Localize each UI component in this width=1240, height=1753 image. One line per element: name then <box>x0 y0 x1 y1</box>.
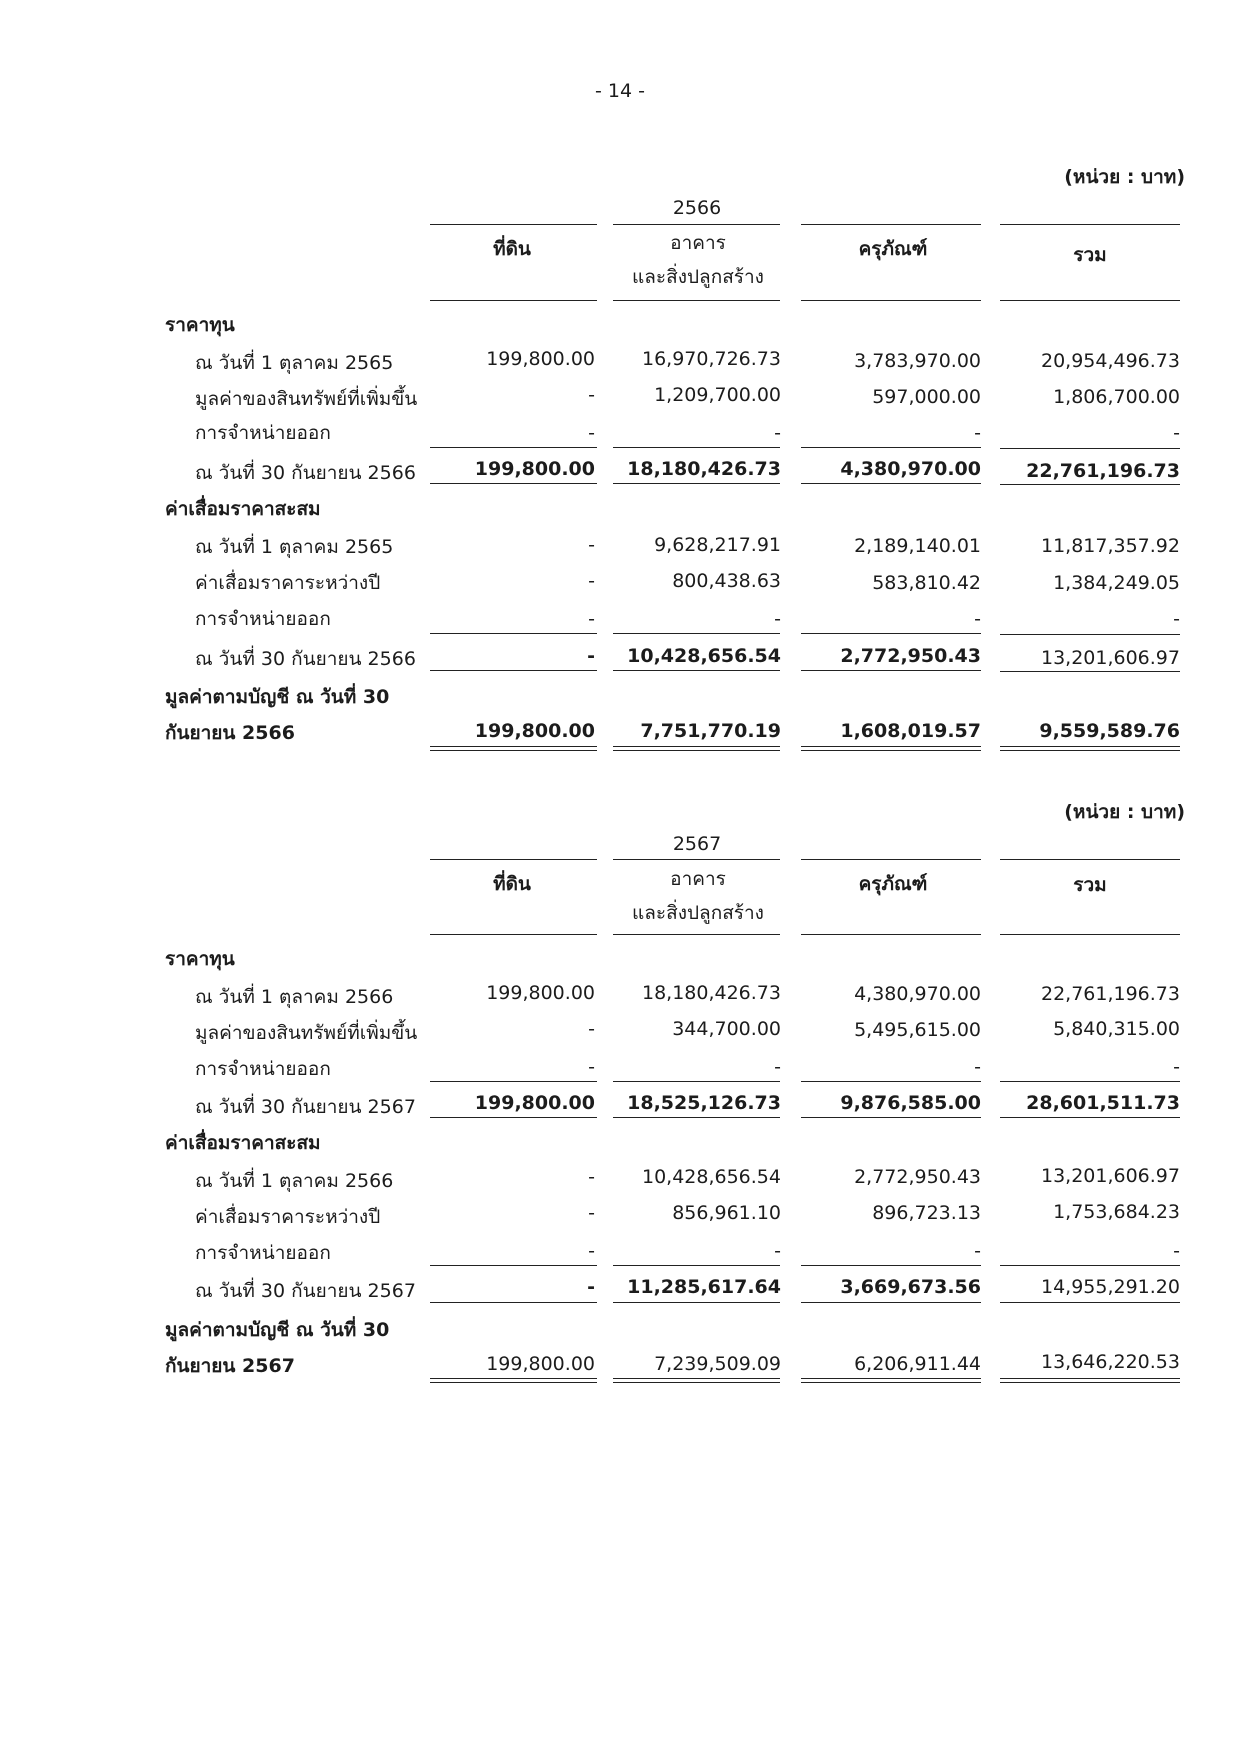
cell-equipment: 583,810.42 <box>872 572 981 594</box>
cell-total: 1,384,249.05 <box>1053 572 1180 594</box>
cell-total: 1,806,700.00 <box>1053 386 1180 408</box>
cell-building: 18,180,426.73 <box>641 982 781 1004</box>
cell-total: 11,817,357.92 <box>1040 535 1180 557</box>
cell-total: 22,761,196.73 <box>1040 983 1180 1005</box>
col-building-line1: อาคาร <box>670 868 726 890</box>
col-equipment: ครุภัณฑ์ <box>858 238 928 260</box>
row-label: ค่าเสื่อมราคาระหว่างปี <box>195 1206 381 1228</box>
cell-building: 800,438.63 <box>672 570 781 592</box>
row-label: ณ วันที่ 30 กันยายน 2567 <box>195 1096 416 1118</box>
row-label: ณ วันที่ 1 ตุลาคม 2566 <box>195 1170 394 1192</box>
col-total: รวม <box>1073 244 1107 266</box>
cell-equipment: - <box>974 1240 981 1262</box>
cell-equipment: 3,669,673.56 <box>840 1276 981 1298</box>
cell-equipment: - <box>974 1056 981 1078</box>
cell-building: 9,628,217.91 <box>654 534 781 556</box>
cell-building: 1,209,700.00 <box>654 384 781 406</box>
row-label: การจำหน่ายออก <box>195 1242 331 1264</box>
year-heading: 2567 <box>672 833 722 855</box>
cell-total: - <box>1173 608 1180 630</box>
cell-building: 16,970,726.73 <box>641 348 781 370</box>
cell-land: - <box>588 534 595 556</box>
cell-equipment: - <box>974 608 981 630</box>
cell-equipment: 2,189,140.01 <box>854 535 981 557</box>
cell-building: - <box>774 422 781 444</box>
col-total: รวม <box>1073 874 1107 896</box>
cell-equipment: 2,772,950.43 <box>854 1166 981 1188</box>
cell-total: 28,601,511.73 <box>1026 1092 1180 1114</box>
cell-total: 9,559,589.76 <box>1039 720 1180 742</box>
cost-heading: ราคาทุน <box>165 948 235 970</box>
cell-equipment: 3,783,970.00 <box>854 350 981 372</box>
year-heading: 2566 <box>672 197 722 219</box>
row-label: ณ วันที่ 30 กันยายน 2566 <box>195 648 416 670</box>
depreciation-heading: ค่าเสื่อมราคาสะสม <box>165 1132 321 1154</box>
cell-land: - <box>588 608 595 630</box>
cell-total: - <box>1173 1240 1180 1262</box>
cell-land: - <box>588 1240 595 1262</box>
cell-land: - <box>588 384 595 406</box>
col-building-line2: และสิ่งปลูกสร้าง <box>632 266 764 288</box>
col-building <box>613 226 783 294</box>
cell-land: - <box>588 1202 595 1224</box>
cell-building: 11,285,617.64 <box>627 1276 781 1298</box>
cell-equipment: - <box>974 422 981 444</box>
nbv-label-line1: มูลค่าตามบัญชี ณ วันที่ 30 <box>165 1319 390 1341</box>
cell-equipment: 9,876,585.00 <box>840 1092 981 1114</box>
row-label: มูลค่าของสินทรัพย์ที่เพิ่มขึ้น <box>195 388 418 410</box>
cell-building: 7,751,770.19 <box>640 720 781 742</box>
nbv-label-line1: มูลค่าตามบัญชี ณ วันที่ 30 <box>165 686 390 708</box>
cell-total: - <box>1173 422 1180 444</box>
page-number: - 14 - <box>595 80 645 102</box>
cell-land: 199,800.00 <box>474 1092 595 1114</box>
cell-total: 14,955,291.20 <box>1040 1276 1180 1298</box>
cell-land: - <box>588 1056 595 1078</box>
cell-total: - <box>1173 1056 1180 1078</box>
cell-land: 199,800.00 <box>486 982 595 1004</box>
cell-equipment: 5,495,615.00 <box>854 1019 981 1041</box>
cell-total: 13,646,220.53 <box>1040 1351 1180 1373</box>
cell-land: 199,800.00 <box>474 458 595 480</box>
cell-land: - <box>588 422 595 444</box>
cell-total: 13,201,606.97 <box>1040 1165 1180 1187</box>
cell-building: - <box>774 1056 781 1078</box>
cell-building: 344,700.00 <box>672 1018 781 1040</box>
cell-building: 10,428,656.54 <box>641 1166 781 1188</box>
cell-total: 1,753,684.23 <box>1053 1201 1180 1223</box>
cell-building: 7,239,509.09 <box>654 1353 781 1375</box>
cell-total: 22,761,196.73 <box>1026 460 1180 482</box>
row-label: การจำหน่ายออก <box>195 422 331 444</box>
row-label: ณ วันที่ 1 ตุลาคม 2566 <box>195 986 394 1008</box>
cell-building: - <box>774 608 781 630</box>
unit-label: (หน่วย : บาท) <box>1064 801 1185 823</box>
cell-equipment: 896,723.13 <box>872 1202 981 1224</box>
cell-building: 18,525,126.73 <box>627 1092 781 1114</box>
col-building-line2: และสิ่งปลูกสร้าง <box>632 902 764 924</box>
row-label: มูลค่าของสินทรัพย์ที่เพิ่มขึ้น <box>195 1022 418 1044</box>
cell-land: - <box>587 645 595 667</box>
cell-land: - <box>587 1276 595 1298</box>
cell-equipment: 1,608,019.57 <box>840 720 981 742</box>
cell-total: 20,954,496.73 <box>1040 350 1180 372</box>
nbv-label-line2: กันยายน 2566 <box>165 722 295 744</box>
cell-land: - <box>588 1018 595 1040</box>
cell-equipment: 4,380,970.00 <box>854 983 981 1005</box>
row-label: การจำหน่ายออก <box>195 608 331 630</box>
col-building-line1: อาคาร <box>670 232 726 254</box>
cost-heading: ราคาทุน <box>165 314 235 336</box>
col-land: ที่ดิน <box>493 873 531 895</box>
cell-building: 18,180,426.73 <box>627 458 781 480</box>
row-label: ณ วันที่ 30 กันยายน 2566 <box>195 462 416 484</box>
row-label: การจำหน่ายออก <box>195 1058 331 1080</box>
cell-land: 199,800.00 <box>486 348 595 370</box>
col-building <box>613 862 783 930</box>
cell-total: 13,201,606.97 <box>1040 647 1180 669</box>
cell-land: 199,800.00 <box>486 1353 595 1375</box>
cell-equipment: 597,000.00 <box>872 386 981 408</box>
cell-land: - <box>588 570 595 592</box>
row-label: ณ วันที่ 1 ตุลาคม 2565 <box>195 352 394 374</box>
cell-total: 5,840,315.00 <box>1053 1018 1180 1040</box>
row-label: ณ วันที่ 1 ตุลาคม 2565 <box>195 536 394 558</box>
cell-land: 199,800.00 <box>474 720 595 742</box>
cell-building: 10,428,656.54 <box>627 645 781 667</box>
cell-equipment: 4,380,970.00 <box>840 458 981 480</box>
cell-building: 856,961.10 <box>672 1202 781 1224</box>
col-equipment: ครุภัณฑ์ <box>858 873 928 895</box>
cell-land: - <box>588 1166 595 1188</box>
col-land: ที่ดิน <box>493 238 531 260</box>
unit-label: (หน่วย : บาท) <box>1064 166 1185 188</box>
row-label: ค่าเสื่อมราคาระหว่างปี <box>195 572 381 594</box>
cell-building: - <box>774 1240 781 1262</box>
cell-equipment: 6,206,911.44 <box>854 1353 981 1375</box>
nbv-label-line2: กันยายน 2567 <box>165 1355 295 1377</box>
depreciation-heading: ค่าเสื่อมราคาสะสม <box>165 498 321 520</box>
cell-equipment: 2,772,950.43 <box>840 645 981 667</box>
row-label: ณ วันที่ 30 กันยายน 2567 <box>195 1280 416 1302</box>
